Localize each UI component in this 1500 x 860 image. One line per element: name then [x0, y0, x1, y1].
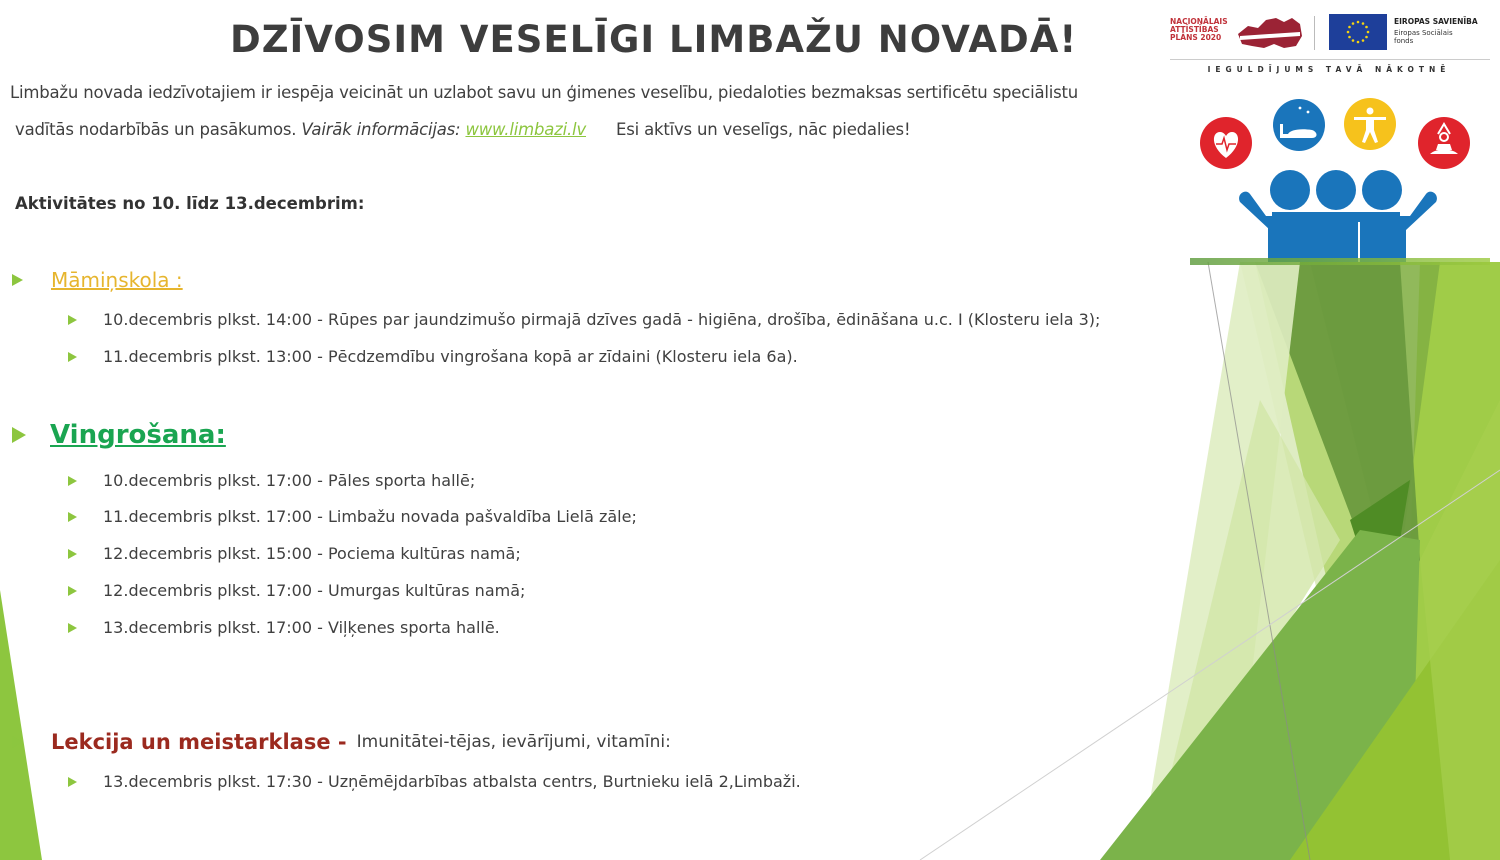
logo-divider [1314, 16, 1315, 50]
section-heading-vingrosana [12, 420, 226, 450]
bullet-triangle-icon [12, 274, 23, 286]
bullet-triangle-icon [68, 476, 77, 486]
latvia-map-icon [1234, 14, 1306, 52]
bullet-triangle-icon [68, 315, 77, 325]
bullet-triangle-icon [68, 549, 77, 559]
list-item [68, 310, 1100, 329]
bullet-triangle-icon [68, 352, 77, 362]
eu-sub-line-2: fonds [1394, 37, 1414, 45]
bullet-triangle-icon [68, 623, 77, 633]
list-item [68, 618, 500, 637]
list-item-text: 12.decembris plkst. 15:00 - Pociema kultūras namā; [103, 544, 521, 563]
list-item [68, 772, 801, 791]
list-item-text: 13.decembris plkst. 17:30 - Uzņēmējdarbības atbalsta centrs, Burtnieku ielā 2,Limbaži. [103, 772, 801, 791]
bullet-triangle-icon [12, 427, 26, 443]
more-info-label: Vairāk informācijas: [301, 120, 466, 139]
eu-sub-line-1: Eiropas Sociālais [1394, 29, 1453, 37]
list-item [68, 544, 521, 563]
sponsor-logos [1168, 12, 1490, 78]
section-title: Lekcija un meistarklase - [51, 730, 347, 754]
people-group-icon [1239, 170, 1437, 262]
list-item [68, 507, 637, 526]
heart-pulse-icon [1200, 117, 1252, 169]
list-item-text: 11.decembris plkst. 13:00 - Pēcdzemdību vingrošana kopā ar zīdaini (Klosteru iela 6a). [103, 347, 798, 366]
list-item-text: 11.decembris plkst. 17:00 - Limbažu novada pašvaldība Lielā zāle; [103, 507, 637, 526]
intro-line-1: Limbažu novada iedzīvotajiem ir iespēja veicināt un uzlabot savu un ģimenes veselību, piedaloties bezmaksas sertificētu speciālistu [10, 83, 1079, 102]
call-to-action: Esi aktīvs un veselīgs, nāc piedalies! [616, 120, 911, 139]
section-heading-maminskola [12, 268, 183, 292]
eu-flag-icon [1329, 14, 1387, 50]
list-item-text: 12.decembris plkst. 17:00 - Umurgas kultūras namā; [103, 581, 526, 600]
logo-underline [1170, 59, 1490, 60]
bullet-triangle-icon [68, 777, 77, 787]
section-subtitle: Imunitātei-tējas, ievārījumi, vitamīni: [356, 732, 671, 752]
list-item [68, 581, 525, 600]
bullet-triangle-icon [68, 512, 77, 522]
section-title: Māmiņskola : [51, 268, 183, 292]
list-item-text: 10.decembris plkst. 17:00 - Pāles sporta hallē; [103, 471, 476, 490]
health-illustration [1190, 90, 1490, 265]
list-item-text: 10.decembris plkst. 14:00 - Rūpes par jaundzimušo pirmajā dzīves gadā - higiēna, drošība, ēdināšana u.c. I (Klosteru iela 3); [103, 310, 1101, 329]
eu-title: EIROPAS SAVIENĪBA [1394, 17, 1478, 26]
nap-line-3: PLĀNS 2020 [1170, 33, 1222, 42]
activities-period: Aktivitātes no 10. līdz 13.decembrim: [15, 194, 365, 213]
section-heading-lekcija [12, 730, 671, 754]
bullet-triangle-icon [12, 736, 23, 748]
person-icon [1344, 98, 1396, 150]
intro-line-2-text: vadītās nodarbībās un pasākumos. [15, 120, 302, 139]
page-title: DZĪVOSIM VESELĪGI LIMBAŽU NOVADĀ! [230, 18, 1078, 61]
sleep-icon [1273, 99, 1325, 151]
bullet-triangle-icon [68, 586, 77, 596]
nap-line-1: NACIONĀLAIS [1170, 17, 1228, 26]
list-item [68, 347, 798, 366]
section-title: Vingrošana: [50, 420, 226, 450]
intro-line-2 [15, 120, 910, 139]
nap-line-2: ATTĪSTĪBAS [1170, 25, 1219, 34]
nap2020-logo-text [1170, 18, 1228, 42]
website-link[interactable]: www.limbazi.lv [465, 120, 587, 139]
yoga-icon [1418, 117, 1470, 169]
motto: IEGULDĪJUMS TAVĀ NĀKOTNĒ [1207, 65, 1451, 74]
eu-subtitle [1394, 29, 1453, 45]
list-item [68, 471, 475, 490]
list-item-text: 13.decembris plkst. 17:00 - Viļķenes sporta hallē. [103, 618, 500, 637]
